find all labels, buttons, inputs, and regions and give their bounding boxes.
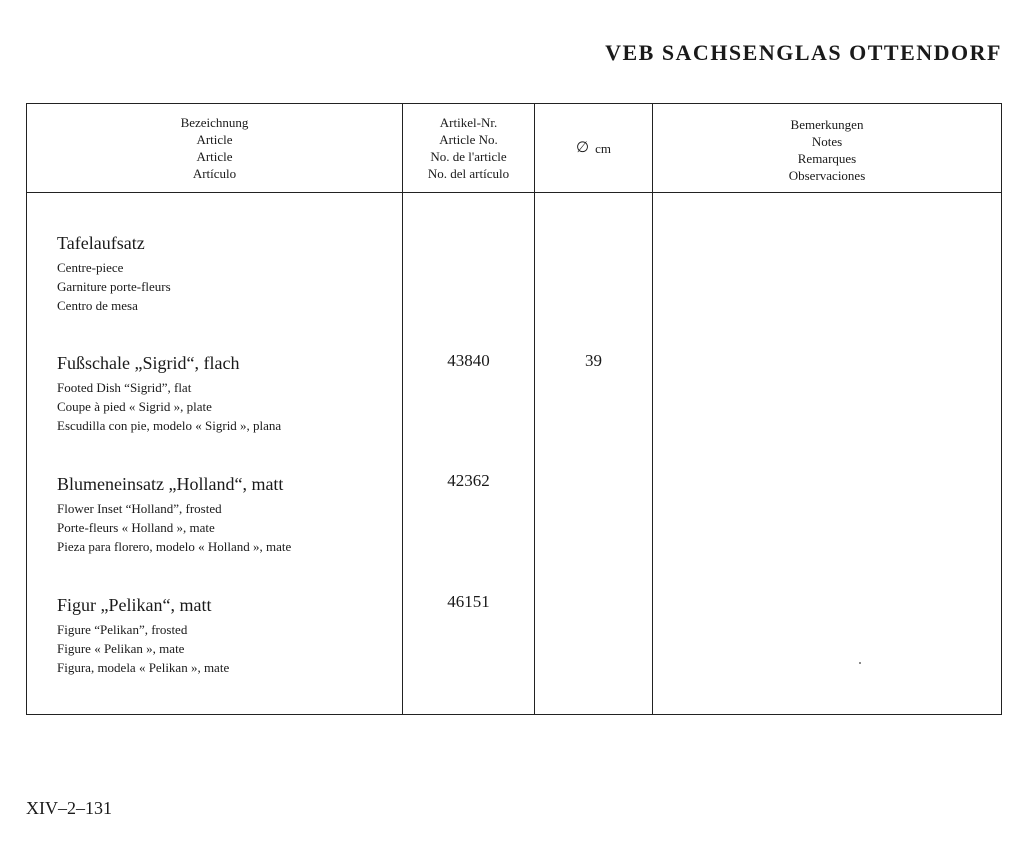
item-tafelaufsatz: Tafelaufsatz Centre-piece Garniture porte-fleurs Centro de mesa <box>57 233 171 313</box>
scan-speck <box>859 662 861 664</box>
column-divider <box>652 104 653 714</box>
company-name: VEB SACHSENGLAS OTTENDORF <box>605 40 1002 65</box>
article-number: 43840 <box>447 351 490 370</box>
header-diameter <box>535 104 652 192</box>
item-holland: Blumeneinsatz „Holland“, matt Flower Inset “Holland”, frosted Porte-fleurs « Holland », mate Pieza para florero, modelo « Holland », mate <box>57 474 292 554</box>
diameter-icon: ∅ <box>576 139 590 156</box>
article-number: 42362 <box>447 471 490 490</box>
page-code: XIV–2–131 <box>26 798 112 818</box>
diameter-unit: cm <box>595 140 611 156</box>
item-sigrid: Fußschale „Sigrid“, flach Footed Dish “Sigrid”, flat Coupe à pied « Sigrid », plate Escudilla con pie, modelo « Sigrid », plana <box>57 353 282 433</box>
item-pelikan: Figur „Pelikan“, matt Figure “Pelikan”, frosted Figure « Pelikan », mate Figura, modela « Pelikan », mate <box>57 595 230 675</box>
header-notes: Bemerkungen Notes Remarques Observaciones <box>788 117 866 183</box>
article-number: 46151 <box>447 592 490 611</box>
column-divider <box>534 104 535 714</box>
column-divider <box>402 104 403 714</box>
header-article-no: Artikel-Nr. Article No. No. de l'article No. del artículo <box>427 115 510 181</box>
header-designation: Bezeichnung Article Article Artículo <box>180 115 249 181</box>
header-divider <box>27 192 1001 193</box>
diameter-value: 39 <box>585 351 602 370</box>
catalog-table <box>26 103 1002 715</box>
